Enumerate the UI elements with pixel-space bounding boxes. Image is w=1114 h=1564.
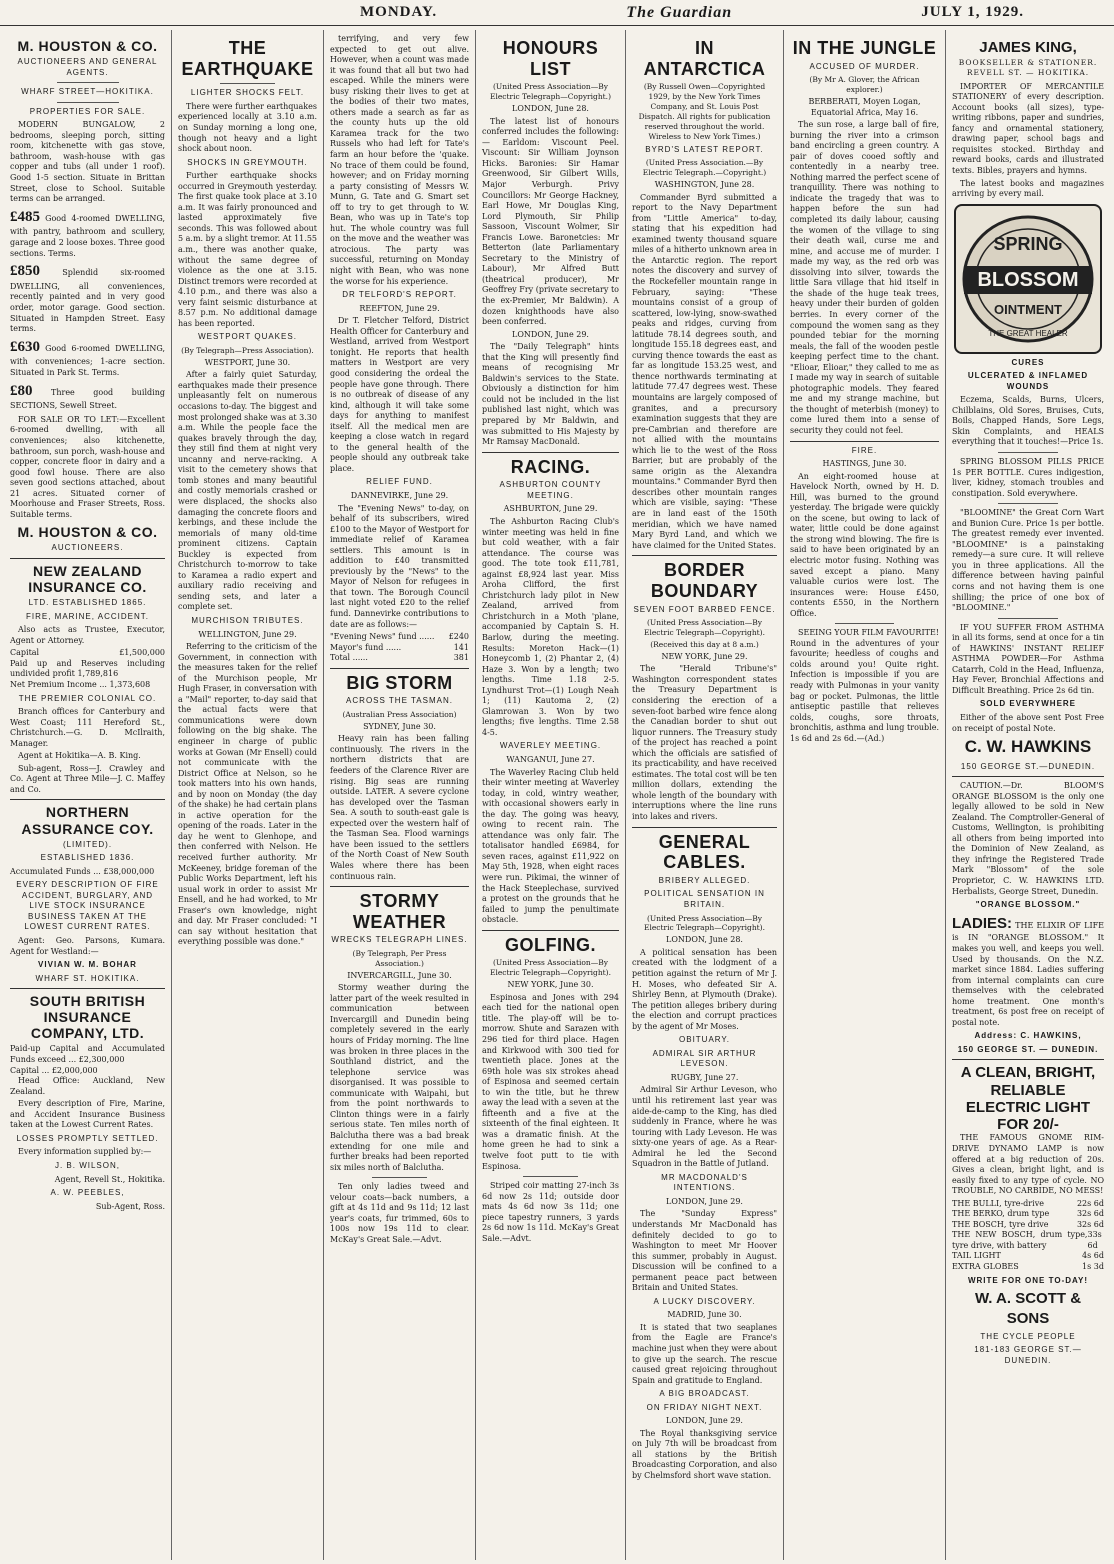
honours-para-2: The "Daily Telegraph" hints that the King will presently find means of recognising Mr Baldwin's services to the State. Obviously a distinction for him could not be included in the list published last night, which was prepared by Mr Baldwin, and was submitted to His Majesty by Mr Ramsay MacDonald. — [482, 342, 619, 447]
property-5 — [10, 382, 165, 412]
earthquake-para-2: Further earthquake shocks occurred in Greymouth yesterday. The first quake took place at 3.10 a.m. It was fairly pronounced and lasted approximately five seconds. This was followed about 5 a.m. by a slight tremor. At 11.55 a.m., there was another quake, without the same degree of violence as the one at 3.15. Distinct tremors were recorded at 4.10 p.m., and there was also a very faint seismic disturbance at 8.57 p.m. No additional damage has been reported. — [178, 171, 317, 328]
spring-blossom-logo — [954, 204, 1102, 354]
ladies-heading: LADIES: — [952, 914, 1012, 932]
earthquake-para-3: After a fairly quiet Saturday, earthquakes made their presence unpleasantly felt on numerous occasions to-day. The biggest and most prolonged shake was at 3.30 a.m. While the people face the quakes bravely through the day, they still find them at night very uncanny and nerve-racking. A visit to the cemetery shows that tomb stones and many beautiful and costly memorials crashed or were displaced, the shocks also damaging the concrete floors and kerbings, and these include the memorials of many old-time prominent citizens. Captain Buckley is expected from Christchurch to-morrow to take to Karamea a radio expert and auxiliary radio receiving and sending sets, and later a complete set. — [178, 370, 317, 612]
northern-bohar: VIVIAN W. M. BOHAR — [38, 960, 137, 970]
divider — [372, 1177, 428, 1178]
bribery-para: A political sensation has been created with the lodgment of a petition against the return of Mr J. H. Moses, who defeated Sir A. Shirley Benn, at Plymouth (Drake). The petition alleges bribery during the election and corrupt practices by the agent of Mr Moses. — [632, 947, 777, 1031]
masthead-paper: The Guardian — [626, 3, 733, 21]
property-3 — [10, 262, 165, 335]
south-british-peebles: A. W. PEEBLES, — [50, 1188, 125, 1198]
caution-para: CAUTION.—Dr. BLOOM'S ORANGE BLOSSOM is the only one legally allowed to be sold in New Zealand. The Comptroller-General of Customs, Wellington, is prohibiting all others from being imported into the Dominion of New Zealand, as they infringe the Registered Trade Mark "Blossom" of the sole Proprietor, C. W. HAWKINS LTD. Herbalists, George Street, Dunedin. — [952, 781, 1104, 896]
houston-address: WHARF STREET—HOKITIKA. — [21, 87, 154, 97]
ladies-block — [952, 914, 1104, 1029]
column-5 — [626, 30, 784, 1560]
nz-branch: Branch offices for Canterbury and West Coast; 111 Hereford St., Christchurch.—G. D. McIlraith, Manager. — [10, 707, 165, 748]
james-king-address: REVELL ST. — HOKITIKA. — [966, 67, 1090, 77]
northern-established: ESTABLISHED 1836. — [40, 853, 135, 863]
electric-light-headline-2: RELIABLE — [990, 1081, 1066, 1099]
broadcast-date: LONDON, June 29. — [666, 1416, 743, 1426]
james-king-advert — [952, 38, 1104, 78]
nz-insurance-title: NEW ZEALAND INSURANCE CO. — [28, 562, 147, 596]
nz-reserves: Paid up and Reserves including undivided profit 1,789,816 — [10, 658, 165, 679]
cables-title: GENERAL CABLES. — [658, 831, 751, 873]
stormy-weather-date: INVERCARGILL, June 30. — [347, 970, 452, 980]
lamp-item — [952, 1209, 1104, 1220]
racing-date: ASHBURTON, June 29. — [503, 504, 598, 514]
south-british-paid: Paid-up Capital and Accumulated Funds exceed ... £2,300,000 — [10, 1044, 165, 1065]
northern-agent: Agent: Geo. Parsons, Kumara. Agent for Westland:— — [10, 936, 165, 956]
lucky-date: MADRID, June 30. — [667, 1310, 742, 1320]
write-today: WRITE FOR ONE TO-DAY! — [967, 1275, 1089, 1285]
lamp-item-price: 32s 6d — [1076, 1209, 1104, 1219]
nz-premium: Net Premium Income ... 1,373,608 — [10, 679, 151, 689]
property-5-text: Three good building SECTIONS, Sewell Street. — [10, 387, 165, 411]
divider — [330, 668, 469, 669]
earthquake-sub-3: WESTPORT QUAKES. — [198, 332, 297, 342]
bribery-date: LONDON, June 28. — [666, 935, 743, 945]
earthquake-sub-1: LIGHTER SHOCKS FELT. — [190, 88, 305, 98]
property-5-price: £80 — [10, 382, 33, 399]
hawkins-contact-2: 150 GEORGE ST. — DUNEDIN. — [957, 1044, 1099, 1054]
earthquake-title: THE EARTHQUAKE — [181, 38, 314, 79]
divider — [57, 82, 119, 83]
stormy-weather-source: (By Telegraph, Per Press Association.) — [352, 948, 447, 968]
racing-para: The Ashburton Racing Club's winter meeting was held in fine but cold weather, with a fair attendance. The course was good. The tote took £11,781, against £8,924 last year. Miss Aroha Clifford, the first Christchurch lady pilot in New Zealand, arrived from Christchurch in a Moth 'plane, accompanied by Captain S. H. Barlow, during the meeting. Results: Moreton Hack—(1) Honeycomb 1, (2) Phantar 2, (4) Haze 3. Won by a length; two lengths. Time 1.18 2-5. Lyndhurst Trot—(1) Lough Neah 1; (11) Kautoma 2, (2) Glamrowan 3. Won by two lengths; five lengths. Time 2.58 4-5. — [482, 516, 619, 737]
divider — [220, 83, 276, 84]
property-4-price: £630 — [10, 338, 40, 355]
masthead-day: MONDAY. — [360, 4, 438, 20]
divider — [790, 441, 939, 442]
honours-date-2: LONDON, June 29. — [512, 329, 589, 339]
big-storm-date: SYDNEY, June 30. — [363, 721, 436, 731]
divider — [10, 558, 165, 559]
telford-date: REEFTON, June 29. — [359, 303, 440, 313]
fund-total-row — [330, 653, 469, 664]
golfing-source: (United Press Association—By Electric Telegraph—Copyright). — [489, 958, 611, 978]
relief-sub: RELIEF FUND. — [366, 477, 433, 487]
waverley-para: The Waverley Racing Club held their winter meeting at Waverley today, in cold, wintry weather, with occasional showers early in the day. The going was heavy, owing to recent rain. The attendance was only fair. The totalisator handled £6984, for seven races, against £11,922 on May 5th, 1928, when eight races were run. Pikimai, the winner of the Hack Steeplechase, survived a protest on the grounds that he failed to jump the penultimate obstacle. — [482, 767, 619, 925]
lamp-price-list — [952, 1199, 1104, 1273]
houston-title: M. HOUSTON & CO. — [17, 38, 158, 54]
honours-para: The latest list of honours conferred includes the following:— Earldom: Viscount Peel. Viscount: Sir William Joynson Hicks. Baronies: Sir Hamar Greenwood, Sir Gilbert Wills, Major Verburgh. Privy Councillors: Mr George Hackney, Earl Howe, Mr Douglas King, Lord Plymouth, Sir Philip Sassoon, Viscount Wolmer, Sir Francis Lowe. Baronetcies: Mr Betterton (late Parliamentary Secretary to the Ministry of Labour), Mr Alfred Butt (theatrical producer), Mr Geoffrey Fry (private secretary to the ex-Premier, Mr Baldwin). A dozen knighthoods have also been conferred. — [482, 116, 619, 327]
column-3 — [324, 30, 476, 1560]
property-1: MODERN BUNGALOW, 2 bedrooms, sleeping porch, sitting room, kitchenette with gas stove, bathroom, wash-house with gas copper and tubs (all under 1 roof). Good 1-5 section. Situate in Brittan Street, close to School. Suitable terms can be arranged. — [10, 120, 165, 204]
divider — [998, 503, 1059, 504]
ladies-para: THE ELIXIR OF LIFE is IN "ORANGE BLOSSOM." It makes you well, and keeps you well. Used by thousands. On the N.Z. market since 1884. Ladies suffering from internal complaints can cure themselves with the celebrated home treatment. One month's treatment, 6s post free on receipt of postal note. — [952, 920, 1104, 1027]
stormy-weather-sub: WRECKS TELEGRAPH LINES. — [331, 935, 468, 945]
divider — [835, 623, 895, 624]
continued-para: terrifying, and very few expected to get out alive. However, when a count was made it was found that all but two had escaped. While the miners were busy risking their lives to get at the bodies of their two mates, others made a search as far as the county huts up the old Karamea track for the two Russels who had left for Tate's farm an hour before the 'quake. No trace of them could be found, however; and on Friday morning a party consisting of Messrs W. Munn, G. Tate and G. Smart set off to try to get through to W. Bean, who was up in Tate's top hut. The whole country was full on the move and the weather was atrocious. The party was successful, returning on Monday night with Bean, who was none the worse for his experience. — [330, 34, 469, 286]
fire-para: An eight-roomed house at Havelock North, owned by H. D. Hill, was burned to the ground yesterday. The brigade were quickly on the scene, but owing to lack of water, little could be done against the strong wind blowing. The fire is said to have been originated by an electric motor fusing. Nothing was saved except a piano. Many valuable curios were lost. The insurances were: House £450, contents £550, in the Northern Office. — [790, 471, 939, 618]
lamp-item-label: THE NEW BOSCH, drum type, tyre drive, with battery — [952, 1230, 1088, 1250]
property-2 — [10, 208, 165, 259]
broadcast-sub-2: ON FRIDAY NIGHT NEXT. — [646, 1402, 763, 1412]
masthead-date: JULY 1, 1929. — [921, 4, 1024, 20]
blossom-main-text: BLOSSOM — [977, 268, 1079, 291]
byrd-source: (United Press Association.—By Electric Telegraph.—Copyright.) — [642, 158, 767, 178]
sold-everywhere: SOLD EVERYWHERE — [979, 699, 1077, 709]
divider — [10, 799, 165, 800]
lamp-item-price: 22s 6d — [1076, 1198, 1104, 1208]
divider — [998, 452, 1059, 453]
stormy-weather-para: Stormy weather during the latter part of the week resulted in communication between Invercargill and Dunedin being completely severed in the early hours of Friday morning. The line was broken in three places in the Southland district, and the telephone service was disorganised. It was possible to communicate with Waipahi, but from the point northwards to Clinton things were in a fairly serious state. Ten miles north of Balclutha there was a bad break extending for one mile and further breaks had been reported six miles north of Balclutha. — [330, 983, 469, 1172]
broadcast-para: The Royal thanksgiving service on July 7th will be broadcast from all stations by the British Broadcasting Corporation, and also by Chelmsford short wave station. — [632, 1428, 777, 1481]
electric-light-headline-4: FOR 20/- — [997, 1116, 1059, 1134]
border-date: NEW YORK, June 29. — [661, 651, 748, 661]
big-storm-sub: ACROSS THE TASMAN. — [346, 696, 453, 706]
fund-row-2 — [330, 643, 469, 654]
james-king-sub: BOOKSELLER & STATIONER. — [958, 57, 1098, 67]
honours-source: (United Press Association—By Electric Telegraph—Copyright.) — [489, 82, 611, 102]
lamp-item-label: THE BULLI, tyre-drive — [952, 1198, 1044, 1208]
lamp-item — [952, 1262, 1104, 1273]
houston-sub: AUCTIONEERS AND GENERAL AGENTS. — [17, 57, 158, 77]
racing-title: RACING. — [510, 456, 591, 477]
lamp-item — [952, 1230, 1104, 1251]
bribery-sub: BRIBERY ALLEGED. — [658, 875, 751, 885]
south-british-info: Every information supplied by:— — [18, 1147, 152, 1157]
property-4-text: Good 6-roomed DWELLING, with conveniences; 1-acre section. Situated in Park St. Terms. — [10, 343, 165, 377]
fund-total-value: 381 — [453, 653, 469, 663]
byrd-para: Commander Byrd submitted a report to the Navy Department from "Little America" to-day, stating that his expedition had examined twenty thousand square miles of a hitherto unknown area in the Antarctic region. The report notes the discovery and survey of the Rockefeller mountain range in February, saying: "These mountains consist of a group of scattered, low-lying, snow-swathed peaks and ridges, curving from latitude 78.14 degrees south, and longitude 155.18 degrees east, and curving thence towards the east as far as longitude 153.25 west, and thence northwards terminating at latitude 77.47 degrees west. These mountains are largely composed of granites, and a precursory examination suggests that they are pre-Cambrian and therefore are not allied with the mountains which lie to the west of the Ross Barrier, but are probably of the same origin as the Alexandra mountains." Commander Byrd then describes other mountain ranges which are visible, saying: "These are in land east of the 150th meridian, which we have named Mary Byrd Land, and which we have claimed for the United States. — [632, 192, 777, 550]
northern-title: NORTHERN ASSURANCE COY. — [21, 804, 154, 837]
border-title: BORDER BOUNDARY — [650, 560, 759, 601]
divider — [10, 988, 165, 989]
northern-funds: Accumulated Funds ... £38,000,000 — [10, 866, 155, 876]
hawkins-contact: Address: C. HAWKINS, — [974, 1031, 1082, 1041]
lamp-item-label: EXTRA GLOBES — [952, 1262, 1019, 1272]
fund-1-label: "Evening News" fund ...... — [330, 632, 435, 642]
earthquake-date-4: WELLINGTON, June 29. — [198, 629, 297, 639]
golfing-para: Espinosa and Jones with 294 each tied for the national open title. The play-off will be to-morrow. Shute and Sarazen with 296 tied for third place. Hagen and Kirkwood with 300 tied for twentieth place. Jones at the 69th hole was six strokes ahead of Espinosa and seemed certain to win the title, but he threw away the lead with a seven at the fifteenth and a five at the sixteenth of the final eighteen. It was a dramatic finish. At the home green he had to sink a twelve foot putt to tie with Espinosa. — [482, 992, 619, 1171]
obituary-date: RUGBY, June 27. — [670, 1072, 739, 1082]
south-british-capital: Capital ... £2,000,000 — [10, 1065, 98, 1075]
divider — [952, 1059, 1104, 1060]
telford-sub: DR TELFORD'S REPORT. — [342, 290, 457, 300]
border-sub: SEVEN FOOT BARBED FENCE. — [633, 604, 776, 614]
fund-row-1 — [330, 632, 469, 643]
south-british-subagent: Sub-Agent, Ross. — [95, 1201, 165, 1211]
divider — [523, 1176, 578, 1177]
divider — [632, 555, 777, 556]
lucky-sub: A LUCKY DISCOVERY. — [653, 1296, 756, 1306]
lucky-para: It is stated that two seaplanes from the Eagle are France's machine just when they were about to give up the search. The rescue caused great rejoicing throughout Spain and gratitude to England. — [632, 1322, 777, 1385]
south-british-head: Head Office: Auckland, New Zealand. — [10, 1076, 165, 1096]
lamp-item-price: 32s 6d — [1076, 1219, 1104, 1229]
column-6 — [784, 30, 946, 1560]
big-storm-title: BIG STORM — [346, 672, 453, 693]
lamp-item-label: THE BOSCH, tyre drive — [952, 1219, 1049, 1229]
scott-address: 181-183 GEORGE ST.—DUNEDIN. — [974, 1345, 1082, 1365]
earthquake-sub-2: SHOCKS IN GREYMOUTH. — [187, 157, 308, 167]
fund-1-value: £240 — [448, 632, 469, 642]
earthquake-date-3: WESTPORT, June 30. — [204, 357, 291, 367]
south-british-every: Every description of Fire, Marine, and Accident Insurance Business taken at the Lowest Current Rates. — [10, 1099, 165, 1130]
column-1 — [4, 30, 172, 1560]
nz-subagents: Sub-agent, Ross—J. Crawley and Co. Agent at Three Mile—J. C. Maffey and Co. — [10, 763, 165, 794]
nz-capital-row — [10, 648, 165, 659]
honours-date: LONDON, June 28. — [512, 104, 589, 114]
telford-para: Dr T. Fletcher Telford, District Health Officer for Canterbury and Westland, arrived from Westport tonight. He reports that health matters in Westport are very good considering the ordeal the people have gone through. There is no outbreak of disease of any kind, although it will take some days for anything to manifest itself. All the medical men are keeping a close watch in regard to the general health of the people should any outbreak take place. — [330, 316, 469, 473]
bribery-source: (United Press Association—By Electric Telegraph—Copyright). — [643, 913, 765, 933]
obituary-sub: OBITUARY. — [679, 1035, 730, 1045]
lamp-item — [952, 1220, 1104, 1231]
jungle-date: BERBERATI, Moyen Logan, Equatorial Africa, May 16. — [808, 97, 921, 117]
nz-insurance-fire: FIRE, MARINE, ACCIDENT. — [25, 611, 149, 621]
electric-light-headline-1: A CLEAN, BRIGHT, — [960, 1064, 1096, 1082]
property-6: FOR SALE OR TO LET:—Excellent 6-roomed dwelling, with all conveniences; also kitchenette, bathroom, sun porch, wash-house and copper, concrete floor in dairy and a good fowl house. There are also seven good sections attached, about 21 acres. Situated corner of Moorhouse and Fraser Streets, Ross. Suitable terms. — [10, 414, 165, 519]
big-storm-para: Heavy rain has been falling continuously. The rivers in the northern districts that are feeders of the Clarence River are rising. Big seas are running outside. LATER. A severe cyclone has developed over the Tasman Sea. A south to south-east gale is expected over the western half of the Tasman Sea. Flood warnings have been issued to the settlers of the North Coast of New South Wales where there has been continuous rain. — [330, 734, 469, 881]
obituary-sub-2: ADMIRAL SIR ARTHUR LEVESON. — [652, 1048, 757, 1069]
fire-date: HASTINGS, June 30. — [822, 459, 907, 469]
pulmonas-advert: SEEING YOUR FILM FAVOURITE! Round in the adventures of your favourite; heedless of coughs and colds around you! Quite right. Infection is impossible if you are ready with Pulmonas in your vanity bag or pocket. Pulmonas, the little antiseptic pastille that relieves colds, coughs, sore throats, bronchitis, asthma and lung trouble. 1s 6d and 2s 6d.—(Ad.) — [790, 628, 939, 743]
lamp-item — [952, 1251, 1104, 1262]
mckay-advert: Ten only ladies tweed and velour coats—back numbers, a gift at 4s 11d and 9s 11d; 12 last year's coats, fur trimmed, 60s to 100s now 19s 11d to clear. McKay's Great Sale.—Advt. — [330, 1182, 469, 1244]
northern-every: EVERY DESCRIPTION OF FIRE ACCIDENT, BURGLARY, AND LIVE STOCK INSURANCE BUSINESS TAKEN AT THE LOWEST CURRENT RATES. — [16, 880, 159, 932]
blossom-seal-icon — [956, 206, 1100, 352]
property-2-text: Good 4-roomed DWELLING, with pantry, bathroom and scullery, garage and 2 loose boxes. Three good sections. Terms. — [10, 213, 165, 258]
jungle-source: (By Mr A. Glover, the African explorer.) — [809, 75, 920, 95]
orange-blossom-heading: "ORANGE BLOSSOM." — [975, 900, 1081, 910]
broadcast-sub: A BIG BROADCAST. — [659, 1389, 750, 1399]
property-2-price: £485 — [10, 208, 40, 225]
lamp-item-price: 1s 3d — [1082, 1262, 1104, 1272]
antarctica-source: (By Russell Owen—Copyrighted 1929, by the New York Times Company, and St. Louis Post Dispatch. All rights for publication reserved throughout the world. Wireless to New York Times.) — [638, 82, 771, 141]
south-british-losses: LOSSES PROMPTLY SETTLED. — [16, 1133, 159, 1143]
page-columns — [4, 30, 1110, 1560]
stormy-weather-title: STORMY WEATHER — [352, 891, 447, 932]
south-british-agent: Agent, Revell St., Hokitika. — [54, 1174, 165, 1184]
divider — [57, 102, 119, 103]
cures-heading: ULCERATED & INFLAMED WOUNDS — [967, 371, 1089, 391]
antarctica-title: IN ANTARCTICA — [643, 38, 766, 79]
scott-title: W. A. SCOTT & SONS — [974, 1290, 1082, 1327]
divider — [632, 827, 777, 828]
james-king-para-2: The latest books and magazines arriving by every mail. — [952, 178, 1104, 199]
column-7 — [946, 30, 1110, 1560]
golfing-date: NEW YORK, June 30. — [507, 980, 594, 990]
waverley-sub: WAVERLEY MEETING. — [499, 741, 602, 751]
earthquake-para-1: There were further earthquakes experienced locally at 3.10 a.m. on Sunday morning a long one, though not heavy and a light shock about noon. — [178, 101, 317, 154]
scott-sub: THE CYCLE PEOPLE — [980, 1331, 1076, 1341]
divider — [952, 776, 1104, 777]
nz-capital-label: Capital — [10, 648, 40, 658]
earthquake-sub-4: MURCHISON TRIBUTES. — [191, 615, 304, 625]
byrd-sub: BYRD'S LATEST REPORT. — [645, 144, 764, 154]
jungle-title: IN THE JUNGLE — [792, 38, 937, 58]
column-2 — [172, 30, 324, 1560]
golfing-title: GOLFING. — [505, 934, 596, 955]
nz-colonial: THE PREMIER COLONIAL CO. — [18, 693, 157, 703]
divider — [482, 452, 619, 453]
bribery-sub-2: POLITICAL SENSATION IN BRITAIN. — [644, 889, 765, 909]
fund-2-label: Mayor's fund ...... — [330, 642, 402, 652]
divider — [330, 886, 469, 887]
bloomine-para: "BLOOMINE" the Great Corn Wart and Bunion Cure. Price 1s per bottle. The greatest remedy ever invented. "BLOOMINE" is a painstaking remedy—a sure cure. It will relieve you in three applications. All the difference between having painful corns and not having them is one shilling; the price of one box of "BLOOMINE." — [952, 508, 1104, 613]
asthma-para: IF YOU SUFFER FROM ASTHMA in all its forms, send at once for a tin of HAWKINS' INSTANT RELIEF ASTHMA POWDER—For Asthma Catarrh, Cold in the Head, Influenza, Hay Fever, Bronchial Affections and Difficult Breathing. Price 2s 6d tin. — [952, 622, 1104, 695]
macdonald-para: The "Sunday Express" understands Mr MacDonald has definitely decided to go to Washington to meet Mr Hoover this summer, probably in August. Discussion will be confined to a permanent peace pact between Britain and United States. — [632, 1209, 777, 1293]
lamp-item — [952, 1199, 1104, 1210]
properties-heading: PROPERTIES FOR SALE. — [29, 106, 146, 116]
obituary-para: Admiral Sir Arthur Leveson, who until his retirement last year was aide-de-camp to the King, has died suddenly in France, where he was touring with Lady Leveson. He was sixty-one years of age. As a Rear-Admiral he led the Second Squadron in the Battle of Jutland. — [632, 1085, 777, 1169]
border-para: The "Herald Tribune's" Washington correspondent states the Treasury Department is considering the erection of a seven-foot barbed wire fence along the Canadian border to shut out liquor runners. The Treasury study of the project has reached a point which the officials are satisfied of its practicability, and have received estimates. The total cost will be ten million dollars, extending the whole length of the boundary with interruptions where the line runs into lakes and rivers. — [632, 664, 777, 821]
nz-capital-value: £1,500,000 — [119, 648, 165, 658]
lamp-item-label: THE BERKO, drum type — [952, 1209, 1050, 1219]
northern-wharf: WHARF ST. HOKITIKA. — [35, 973, 140, 983]
nz-agent: Agent at Hokitika—A. B. King. — [18, 751, 141, 761]
james-king-title: JAMES KING, — [979, 39, 1077, 56]
fund-total-label: Total ...... — [330, 653, 368, 663]
border-source: (United Press Association—By Electric Telegraph—Copyright). — [643, 618, 765, 637]
macdonald-date: LONDON, June 29. — [666, 1196, 743, 1206]
big-storm-source: (Australian Press Association) — [342, 709, 457, 719]
honours-title: HONOURS LIST — [502, 38, 599, 79]
electric-light-headline-3: ELECTRIC LIGHT — [965, 1098, 1091, 1116]
earthquake-para-4: Referring to the criticism of the Government, in connection with the measures taken for the relief of the Murchison people, Mr Hugh Fraser, in conversation with a "Mail" reporter, to-day said that the actual facts were that communications were down following on the big shake. The engineer in charge of public works at Gowan (Mr Ensell) could not communicate with the District Office at Nelson, so he took matters into his own hands, and by noon on Monday (the day of the shake) he had certain plans in active operation for the opening of the roads. Later in the day he went to Glenhope, and then conferred with Nelson. He received further authority. Mr McKeeney, bridge foreman of the Public Works Department, left his usual work in order to assist Mr Ensell, and he had worked, to Mr Fraser's own knowledge, night and day. Mr Fraser concluded: "I can say without hesitation that everything possible was done." — [178, 642, 317, 947]
divider — [998, 618, 1059, 619]
nz-insurance-trustee: Also acts as Trustee, Executor, Agent or Attorney. — [10, 625, 165, 645]
waverley-date: WANGANUI, June 27. — [506, 755, 595, 765]
matting-advert: Striped coir matting 27-inch 3s 6d now 2s 11d; outside door mats 4s 6d now 3s 11d; one piece tapestry runners, 3 yards 2s 6d now 1s 11d. McKay's Great Sale.—Advt. — [482, 1181, 619, 1243]
property-3-text: Splendid six-roomed DWELLING, all conveniences, recently painted and in very good order, motor garage. Good section. Situated in Hampden Street. Easy terms. — [10, 268, 166, 334]
south-british-title: SOUTH BRITISH INSURANCE COMPANY, LTD. — [29, 993, 146, 1042]
jungle-para: The sun rose, a large ball of fire, burning the river into a crimson band encircling a green country. A pair of doves cooed softly and contentedly in a nearby tree. Nothing marred the perfect scene of tranquillity. There was nothing to indicate the tragedy that was to happen before the sun had completed its daily labour, causing the women of the village to sing their death wail, curse me and mine, and accuse me of murder. I made my way, as the red orb was dissolving into silver, towards the little Sara village that hid itself in the shade of the huge teak trees, heavy under their burden of golden berries. In every corner of the compound the women sang as they pounded tebiar for the morning meals, the fall of the wooden pestle keeping perfect time to the chant. "Elioar, Elioar," they called to me as I made my way in search of suitable photographic models. They feared me and my strange machine, but the thought of meterbish (money) to come lured them into a sense of security they could not feel. — [790, 120, 939, 435]
blossom-top-text: SPRING — [993, 233, 1063, 254]
houston-sub-2: AUCTIONEERS. — [51, 543, 124, 553]
property-4 — [10, 338, 165, 379]
racing-sub: ASHBURTON COUNTY MEETING. — [499, 480, 602, 500]
blossom-band-text: THE GREAT HEALER — [988, 328, 1068, 338]
sold-para: Either of the above sent Post Free on receipt of postal Note. — [952, 713, 1104, 733]
northern-limited: (LIMITED). — [62, 839, 113, 849]
lamp-item-price: 4s 6d — [1082, 1251, 1104, 1261]
hawkins-address: 150 GEORGE ST.—DUNEDIN. — [960, 761, 1096, 771]
nz-insurance-sub: LTD. ESTABLISHED 1865. — [28, 598, 147, 608]
james-king-para: IMPORTER OF MERCANTILE STATIONERY of every description. Account books (all sizes), type-writing ribbons, paper and sundries, fancy and ornamental stationery, drawing paper, school bags and requisites stocked. Birthday and reward books, cards and illustrated texts. Bibles, prayers and hymns. — [952, 81, 1104, 175]
byrd-date: WASHINGTON, June 28. — [654, 180, 755, 190]
fire-sub: FIRE. — [851, 445, 878, 455]
column-4 — [476, 30, 626, 1560]
cures-label: CURES — [1011, 357, 1045, 367]
jungle-sub: ACCUSED OF MURDER. — [809, 61, 920, 71]
property-3-price: £850 — [10, 263, 40, 280]
hawkins-title: C. W. HAWKINS — [964, 737, 1092, 757]
border-received: (Received this day at 8 a.m.) — [650, 639, 759, 649]
lamp-item-price: 33s 6d — [1087, 1230, 1102, 1250]
electric-light-para: THE FAMOUS GNOME RIM-DRIVE DYNAMO LAMP is now offered at a big reduction of 20s. Gives a clean, bright light, and is easily fixed to any type of cycle. NO TROUBLE, NO CARBIDE, NO MESS! — [952, 1133, 1104, 1196]
pills-para: SPRING BLOSSOM PILLS PRICE 1s PER BOTTLE. Cures indigestion, liver, kidney, stomach troubles and constipation. Sold everywhere. — [952, 456, 1104, 498]
macdonald-sub: MR MACDONALD'S INTENTIONS. — [661, 1172, 748, 1193]
blossom-bottom-text: OINTMENT — [994, 301, 1062, 317]
relief-para: The "Evening News" to-day, on behalf of its subscribers, wired £100 to the Mayor of Westport for immediate relief of Karamea settlers. This amount is in addition to £40 transmitted previously by the "News" to the Mayor of Nelson for refugees in that town. The Borough Council last night voted £20 to the relief fund. Dannevirke contributions to date are as follows:— — [330, 503, 469, 629]
south-british-wilson: J. B. WILSON, — [54, 1160, 120, 1170]
lamp-item-label: TAIL LIGHT — [952, 1251, 1001, 1261]
relief-date: DANNEVIRKE, June 29. — [350, 490, 449, 500]
houston-title-2: M. HOUSTON & CO. — [17, 524, 158, 541]
masthead — [0, 0, 1114, 26]
cures-para: Eczema, Scalds, Burns, Ulcers, Chilblains, Old Sores, Bruises, Cuts, Boils, Chapped Hands, Sore Legs, Skin Complaints, and HEALS everything that it touches!—Price 1s. — [952, 395, 1104, 447]
fund-2-value: 141 — [453, 642, 469, 652]
earthquake-source-3: (By Telegraph—Press Association). — [181, 345, 314, 355]
divider — [482, 930, 619, 931]
